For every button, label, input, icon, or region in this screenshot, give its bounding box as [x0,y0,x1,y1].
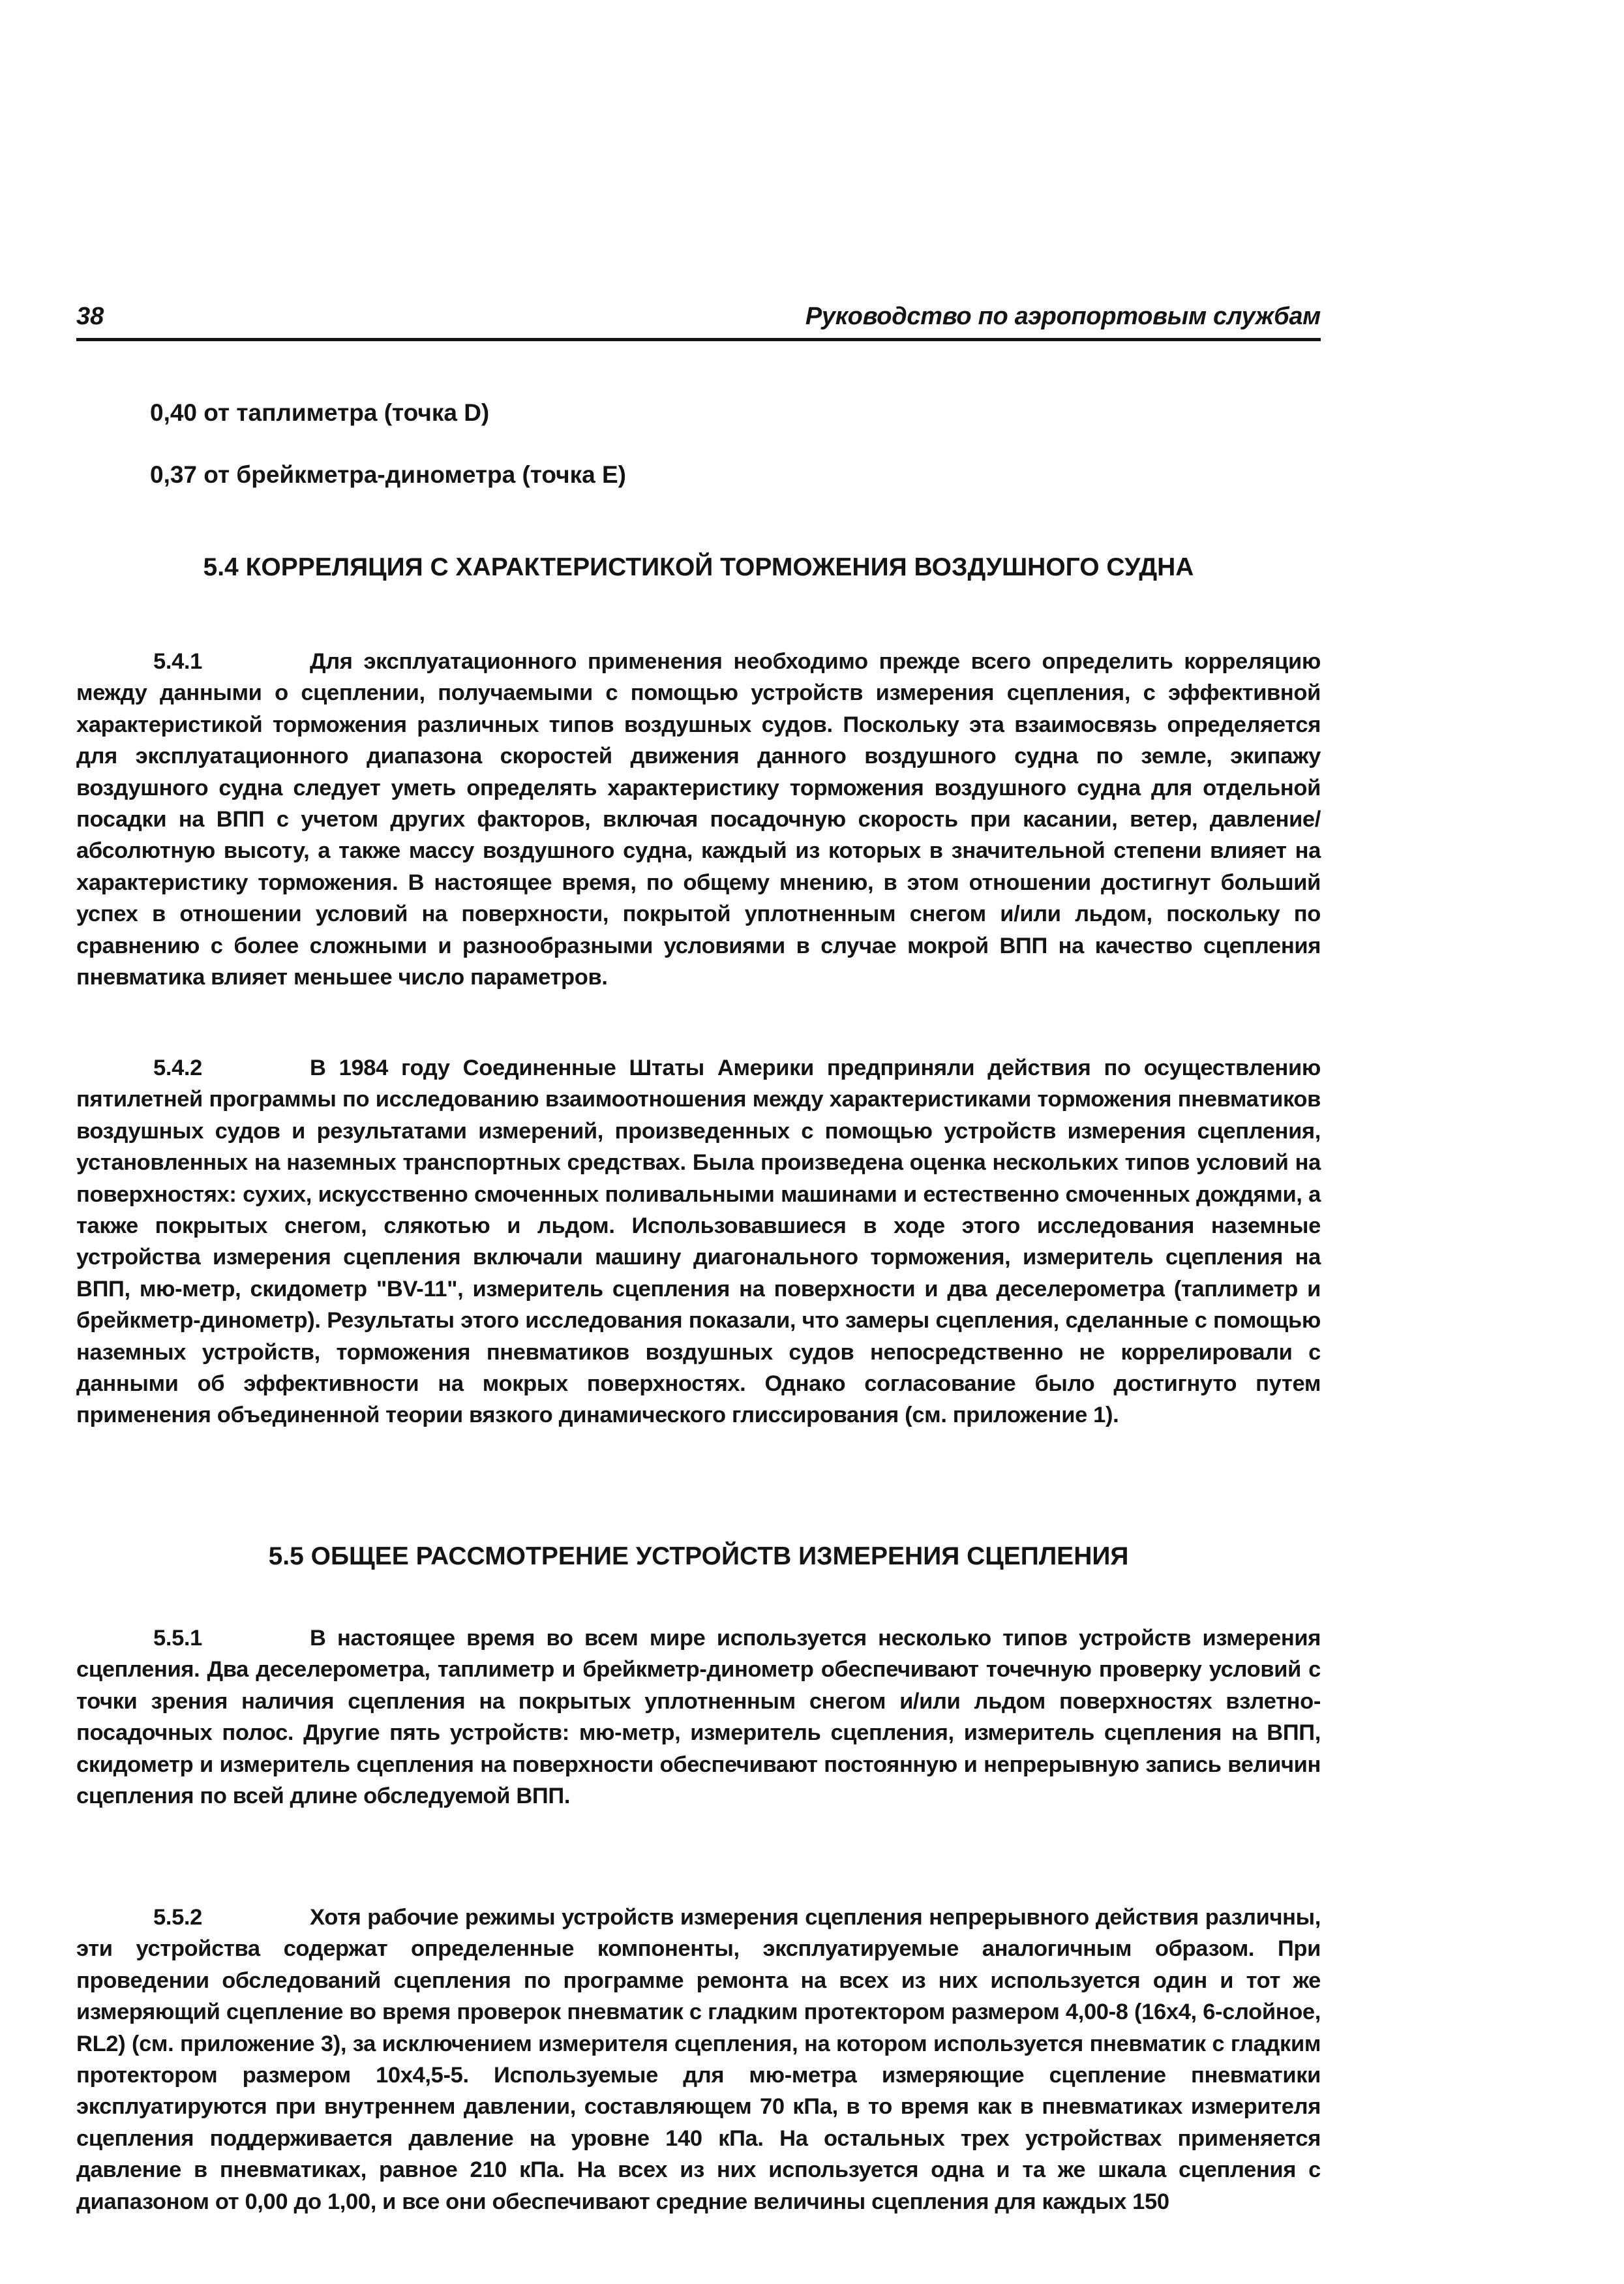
paragraph-text: Хотя рабочие режимы устройств измерения сцепления непрерывного действия различны, эти устройства содержат определенные компоненты, эксплуатируемые аналогичным образом. При проведении обследований сцепления по программе ремонта на всех из них используется один и тот же измеряющий сцепление во время проверок пневматик с гладким протектором размером 4,00-8 (16x4, 6-слойное, RL2) (см. приложение 3), за исключением измерителя сцепления, на котором используется пневматик с гладким протектором размером 10x4,5-5. Используемые для мю-метра измеряющие сцепление пневматики эксплуатируются при внутреннем давлении, составляющем 70 кПа, в то время как в пневматиках измерителя сцепления поддерживается давление на уровне 140 кПа. На остальных трех устройствах применяется давление в пневматиках, равное 210 кПа. На всех из них используется одна и та же шкала сцепления с диапазоном от 0,00 до 1,00, и все они обеспечивают средние величины сцепления для каждых 150 [76,1905,1321,2214]
paragraph-5-4-2 [76,1052,1321,1431]
paragraph-number: 5.4.1 [153,649,202,674]
paragraph-5-5-1 [76,1622,1321,1812]
paragraph-text: В 1984 году Соединенные Штаты Америки предприняли действия по осуществлению пятилетней программы по исследованию взаимоотношения между характеристиками торможения пневматиков воздушных судов и результатами измерений, произведенных с помощью устройств измерения сцепления, установленных на наземных транспортных средствах. Была произведена оценка нескольких типов условий на поверхностях: сухих, искусственно смоченных поливальными машинами и естественно смоченных дождями, а также покрытых снегом, слякотью и льдом. Использовавшиеся в ходе этого исследования наземные устройства измерения сцепления включали машину диагонального торможения, измеритель сцепления на ВПП, мю-метр, скидометр "BV-11", измеритель сцепления на поверхности и два деселерометра (таплиметр и брейкметр-динометр). Результаты этого исследования показали, что замеры сцепления, сделанные с помощью наземных устройств, торможения пневматиков воздушных судов непосредственно не коррелировали с данными об эффективности на мокрых поверхностях. Однако согласование было достигнуто путем применения объединенной теории вязкого динамического глиссирования (см. приложение 1). [76,1056,1321,1428]
page-header [76,297,1321,341]
page-number: 38 [76,303,104,330]
intro-line-brakemeter: 0,37 от брейкметра-динометра (точка E) [150,461,626,488]
paragraph-5-5-2 [76,1902,1321,2217]
section-heading-5-4: 5.4 КОРРЕЛЯЦИЯ С ХАРАКТЕРИСТИКОЙ ТОРМОЖЕНИЯ ВОЗДУШНОГО СУДНА [203,553,1194,581]
paragraph-number: 5.4.2 [153,1056,202,1080]
paragraph-number: 5.5.2 [153,1905,202,1930]
section-heading-5-5: 5.5 ОБЩЕЕ РАССМОТРЕНИЕ УСТРОЙСТВ ИЗМЕРЕНИЯ СЦЕПЛЕНИЯ [268,1542,1129,1570]
running-title: Руководство по аэропортовым службам [805,303,1321,330]
intro-line-tapley-meter: 0,40 от таплиметра (точка D) [150,399,490,426]
paragraph-text: Для эксплуатационного применения необходимо прежде всего определить корреляцию между данными о сцеплении, получаемыми с помощью устройств измерения сцепления, с эффективной характеристикой торможения различных типов воздушных судов. Поскольку эта взаимосвязь определяется для эксплуатационного диапазона скоростей движения данного воздушного судна по земле, экипажу воздушного судна следует уметь определять характеристику торможения воздушного судна для отдельной посадки на ВПП с учетом других факторов, включая посадочную скорость при касании, ветер, давление/абсолютную высоту, а также массу воздушного судна, каждый из которых в значительной степени влияет на характеристику торможения. В настоящее время, по общему мнению, в этом отношении достигнут больший успех в отношении условий на поверхности, покрытой уплотненным снегом и/или льдом, поскольку по сравнению с более сложными и разнообразными условиями в случае мокрой ВПП на качество сцепления пневматика влияет меньшее число параметров. [76,649,1321,990]
paragraph-number: 5.5.1 [153,1626,202,1651]
paragraph-text: В настоящее время во всем мире используется несколько типов устройств измерения сцепления. Два деселерометра, таплиметр и брейкметр-динометр обеспечивают точечную проверку условий с точки зрения наличия сцепления на покрытых уплотненным снегом и/или льдом поверхностях взлетно-посадочных полос. Другие пять устройств: мю-метр, измеритель сцепления, измеритель сцепления на ВПП, скидометр и измеритель сцепления на поверхности обеспечивают постоянную и непрерывную запись величин сцепления по всей длине обследуемой ВПП. [76,1626,1321,1809]
paragraph-5-4-1 [76,646,1321,993]
